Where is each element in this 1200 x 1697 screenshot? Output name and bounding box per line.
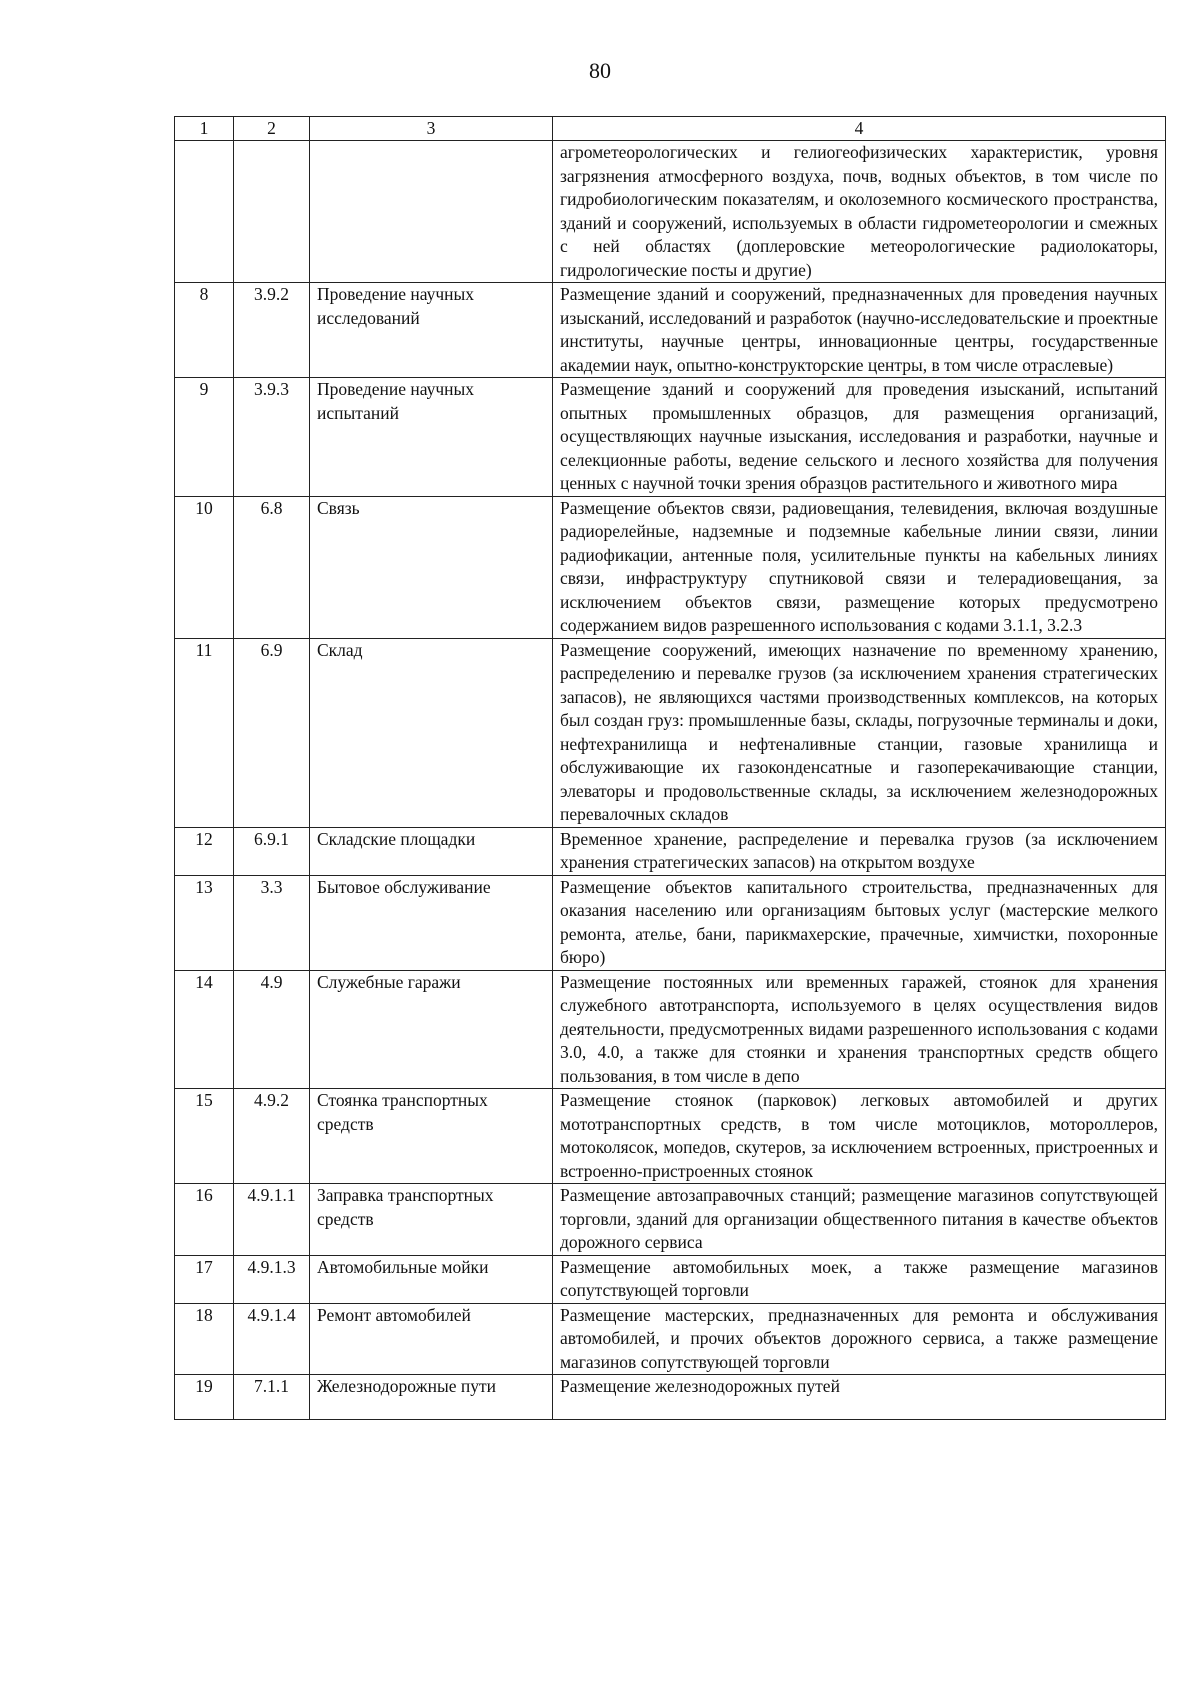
table-header-row <box>175 117 1166 141</box>
table-body <box>175 141 1166 1420</box>
row-description: Размещение автомобильных моек, а также размещение магазинов сопутствующей торговли <box>553 1255 1166 1303</box>
row-code: 3.9.2 <box>234 283 310 378</box>
row-name: Связь <box>310 496 553 638</box>
row-code: 4.9.2 <box>234 1089 310 1184</box>
table-row <box>175 827 1166 875</box>
row-code: 4.9.1.1 <box>234 1184 310 1256</box>
row-code: 6.9.1 <box>234 827 310 875</box>
row-name: Бытовое обслуживание <box>310 875 553 970</box>
table-row-continuation <box>175 141 1166 283</box>
row-code: 6.8 <box>234 496 310 638</box>
table-row <box>175 970 1166 1089</box>
row-description: Временное хранение, распределение и перевалка грузов (за исключением хранения стратегических запасов) на открытом воздухе <box>553 827 1166 875</box>
header-col-name: 3 <box>310 117 553 141</box>
row-description: Размещение зданий и сооружений для проведения изысканий, испытаний опытных промышленных образцов, для размещения организаций, осуществляющих научные изыскания, исследования и разработки, научные и селекционные работы, ведение сельского и лесного хозяйства для получения ценных с научной точки зрения образцов растительного и животного мира <box>553 378 1166 497</box>
page-number: 80 <box>589 58 611 83</box>
row-number: 8 <box>175 283 234 378</box>
row-name: Проведение научных испытаний <box>310 378 553 497</box>
row-name: Автомобильные мойки <box>310 1255 553 1303</box>
row-number: 16 <box>175 1184 234 1256</box>
table-row <box>175 496 1166 638</box>
land-use-table <box>174 116 1166 1420</box>
row-name: Служебные гаражи <box>310 970 553 1089</box>
table-row <box>175 1303 1166 1375</box>
row-code <box>234 141 310 283</box>
row-number: 9 <box>175 378 234 497</box>
row-name: Проведение научных исследований <box>310 283 553 378</box>
row-name: Стоянка транспортных средств <box>310 1089 553 1184</box>
row-description: Размещение стоянок (парковок) легковых автомобилей и других мототранспортных средств, в том числе мотоциклов, мотороллеров, мотоколясок, мопедов, скутеров, за исключением встроенных, пристроенных и встроенно-пристроенных стоянок <box>553 1089 1166 1184</box>
row-code: 4.9.1.3 <box>234 1255 310 1303</box>
header-col-number: 1 <box>175 117 234 141</box>
row-description: Размещение сооружений, имеющих назначение по временному хранению, распределению и перевалке грузов (за исключением хранения стратегических запасов), не являющихся частями производственных комплексов, на которых был создан груз: промышленные базы, склады, погрузочные терминалы и доки, нефтехранилища и нефтеналивные станции, газовые хранилища и обслуживающие их газоконденсатные и газоперекачивающие станции, элеваторы и продовольственные склады, за исключением железнодорожных перевалочных складов <box>553 638 1166 827</box>
table-row <box>175 1089 1166 1184</box>
row-name: Железнодорожные пути <box>310 1375 553 1420</box>
row-name <box>310 141 553 283</box>
row-name: Ремонт автомобилей <box>310 1303 553 1375</box>
row-number: 19 <box>175 1375 234 1420</box>
row-number: 13 <box>175 875 234 970</box>
row-code: 6.9 <box>234 638 310 827</box>
row-number: 11 <box>175 638 234 827</box>
row-description: Размещение мастерских, предназначенных для ремонта и обслуживания автомобилей, и прочих объектов дорожного сервиса, а также размещение магазинов сопутствующей торговли <box>553 1303 1166 1375</box>
row-number: 17 <box>175 1255 234 1303</box>
row-description: Размещение зданий и сооружений, предназначенных для проведения научных изысканий, исследований и разработок (научно-исследовательские и проектные институты, научные центры, инновационные центры, государственные академии наук, опытно-конструкторские центры, в том числе отраслевые) <box>553 283 1166 378</box>
header-col-description: 4 <box>553 117 1166 141</box>
row-description: Размещение автозаправочных станций; размещение магазинов сопутствующей торговли, зданий для организации общественного питания в качестве объектов дорожного сервиса <box>553 1184 1166 1256</box>
row-code: 3.3 <box>234 875 310 970</box>
table-row <box>175 378 1166 497</box>
table-row <box>175 1184 1166 1256</box>
row-name: Склад <box>310 638 553 827</box>
row-name: Складские площадки <box>310 827 553 875</box>
table-row <box>175 1375 1166 1420</box>
row-number: 15 <box>175 1089 234 1184</box>
row-description: Размещение постоянных или временных гаражей, стоянок для хранения служебного автотранспорта, используемого в целях осуществления видов деятельности, предусмотренных видами разрешенного использования с кодами 3.0, 4.0, а также для стоянки и хранения транспортных средств общего пользования, в том числе в депо <box>553 970 1166 1089</box>
table-row <box>175 875 1166 970</box>
row-description: Размещение железнодорожных путей <box>553 1375 1166 1420</box>
table-row <box>175 1255 1166 1303</box>
row-number: 18 <box>175 1303 234 1375</box>
row-code: 4.9.1.4 <box>234 1303 310 1375</box>
row-description: Размещение объектов капитального строительства, предназначенных для оказания населению или организациям бытовых услуг (мастерские мелкого ремонта, ателье, бани, парикмахерские, прачечные, химчистки, похоронные бюро) <box>553 875 1166 970</box>
row-code: 4.9 <box>234 970 310 1089</box>
table-row <box>175 283 1166 378</box>
header-col-code: 2 <box>234 117 310 141</box>
row-code: 7.1.1 <box>234 1375 310 1420</box>
row-description: агрометеорологических и гелиогеофизических характеристик, уровня загрязнения атмосферного воздуха, почв, водных объектов, в том числе по гидробиологическим показателям, и околоземного космического пространства, зданий и сооружений, используемых в области гидрометеорологии и смежных с ней областях (доплеровские метеорологические радиолокаторы, гидрологические посты и другие) <box>553 141 1166 283</box>
row-code: 3.9.3 <box>234 378 310 497</box>
row-number <box>175 141 234 283</box>
row-name: Заправка транспортных средств <box>310 1184 553 1256</box>
row-number: 14 <box>175 970 234 1089</box>
row-number: 12 <box>175 827 234 875</box>
table-row <box>175 638 1166 827</box>
row-description: Размещение объектов связи, радиовещания, телевидения, включая воздушные радиорелейные, надземные и подземные кабельные линии связи, линии радиофикации, антенные поля, усилительные пункты на кабельных линиях связи, инфраструктуру спутниковой связи и телерадиовещания, за исключением объектов связи, размещение которых предусмотрено содержанием видов разрешенного использования с кодами 3.1.1, 3.2.3 <box>553 496 1166 638</box>
row-number: 10 <box>175 496 234 638</box>
